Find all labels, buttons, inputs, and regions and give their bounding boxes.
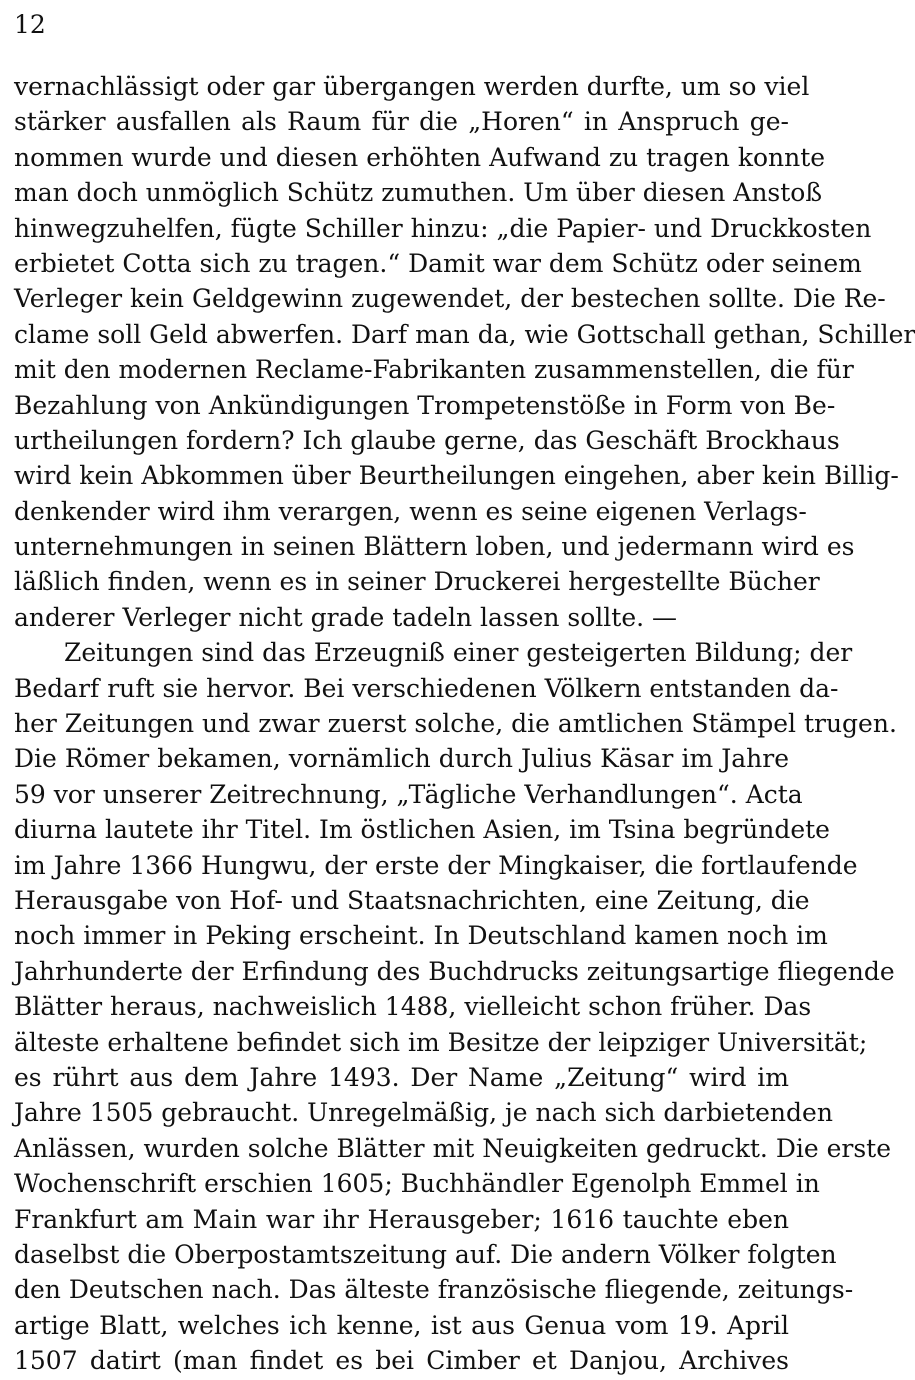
text-line: stärker ausfallen als Raum für die „Horen“ in Anspruch ge- — [14, 107, 789, 137]
text-line: Wochenschrift erschien 1605; Buchhändler Egenolph Emmel in — [14, 1169, 820, 1199]
text-line: artige Blatt, welches ich kenne, ist aus Genua vom 19. April — [14, 1310, 789, 1340]
text-line: älteste erhaltene befindet sich im Besitze der leipziger Universität; — [14, 1027, 868, 1057]
text-line: läßlich finden, wenn es in seiner Druckerei hergestellte Bücher — [14, 567, 820, 597]
text-line: 59 vor unserer Zeitrechnung, „Tägliche Verhandlungen“. Acta — [14, 779, 803, 809]
paragraph-first-line: Zeitungen sind das Erzeugniß einer gesteigerten Bildung; der — [64, 638, 853, 668]
text-line: Blätter heraus, nachweislich 1488, vielleicht schon früher. Das — [14, 992, 812, 1022]
text-line: erbietet Cotta sich zu tragen.“ Damit war dem Schütz oder seinem — [14, 248, 862, 278]
text-line: es rührt aus dem Jahre 1493. Der Name „Zeitung“ wird im — [14, 1062, 789, 1092]
text-line: mit den modernen Reclame-Fabrikanten zusammenstellen, die für — [14, 355, 854, 385]
text-line: vernachlässigt oder gar übergangen werden durfte, um so viel — [14, 72, 810, 101]
text-line: Frankfurt am Main war ihr Herausgeber; 1616 tauchte eben — [14, 1204, 789, 1234]
text-line: daselbst die Oberpostamtszeitung auf. Die andern Völker folgten — [14, 1239, 837, 1269]
text-line: her Zeitungen und zwar zuerst solche, die amtlichen Stämpel trugen. — [14, 709, 897, 739]
text-line: den Deutschen nach. Das älteste französische fliegende, zeitungs- — [14, 1275, 854, 1305]
paragraph-last-line: anderer Verleger nicht grade tadeln lassen sollte. — — [14, 602, 678, 632]
text-line: nommen wurde und diesen erhöhten Aufwand zu tragen konnte — [14, 142, 826, 172]
text-line: man doch unmöglich Schütz zumuthen. Um über diesen Anstoß — [14, 178, 823, 208]
text-line: Jahrhunderte der Erfindung des Buchdrucks zeitungsartige fliegende — [14, 956, 895, 986]
text-line: denkender wird ihm verargen, wenn es seine eigenen Verlags- — [14, 496, 807, 526]
text-line: noch immer in Peking erscheint. In Deutschland kamen noch im — [14, 921, 828, 951]
text-line: hinwegzuhelfen, fügte Schiller hinzu: „die Papier- und Druckkosten — [14, 213, 872, 243]
text-line: Herausgabe von Hof- und Staatsnachrichten, eine Zeitung, die — [14, 885, 810, 915]
text-line: unternehmungen in seinen Blättern loben, und jedermann wird es — [14, 532, 855, 562]
body-text — [14, 69, 915, 1378]
text-line: im Jahre 1366 Hungwu, der erste der Mingkaiser, die fortlaufende — [14, 850, 858, 880]
text-line: Anlässen, wurden solche Blätter mit Neuigkeiten gedruckt. Die erste — [14, 1133, 892, 1163]
text-line: Die Römer bekamen, vornämlich durch Julius Käsar im Jahre — [14, 744, 789, 774]
text-line: urtheilungen fordern? Ich glaube gerne, das Geschäft Brockhaus — [14, 425, 840, 455]
text-line: 1507 datirt (man findet es bei Cimber et Danjou, Archives — [14, 1346, 789, 1376]
page-number: 12 — [14, 10, 46, 39]
text-line: Bedarf ruft sie hervor. Bei verschiedenen Völkern entstanden da- — [14, 673, 839, 703]
text-line: Verleger kein Geldgewinn zugewendet, der bestechen sollte. Die Re- — [14, 284, 886, 314]
text-line: Jahre 1505 gebraucht. Unregelmäßig, je nach sich darbietenden — [14, 1098, 833, 1128]
text-line: Bezahlung von Ankündigungen Trompetenstöße in Form von Be- — [14, 390, 836, 420]
text-line: wird kein Abkommen über Beurtheilungen eingehen, aber kein Billig- — [14, 461, 899, 491]
text-line: clame soll Geld abwerfen. Darf man da, wie Gottschall gethan, Schiller — [14, 319, 915, 349]
text-line: diurna lautete ihr Titel. Im östlichen Asien, im Tsina begründete — [14, 815, 830, 845]
